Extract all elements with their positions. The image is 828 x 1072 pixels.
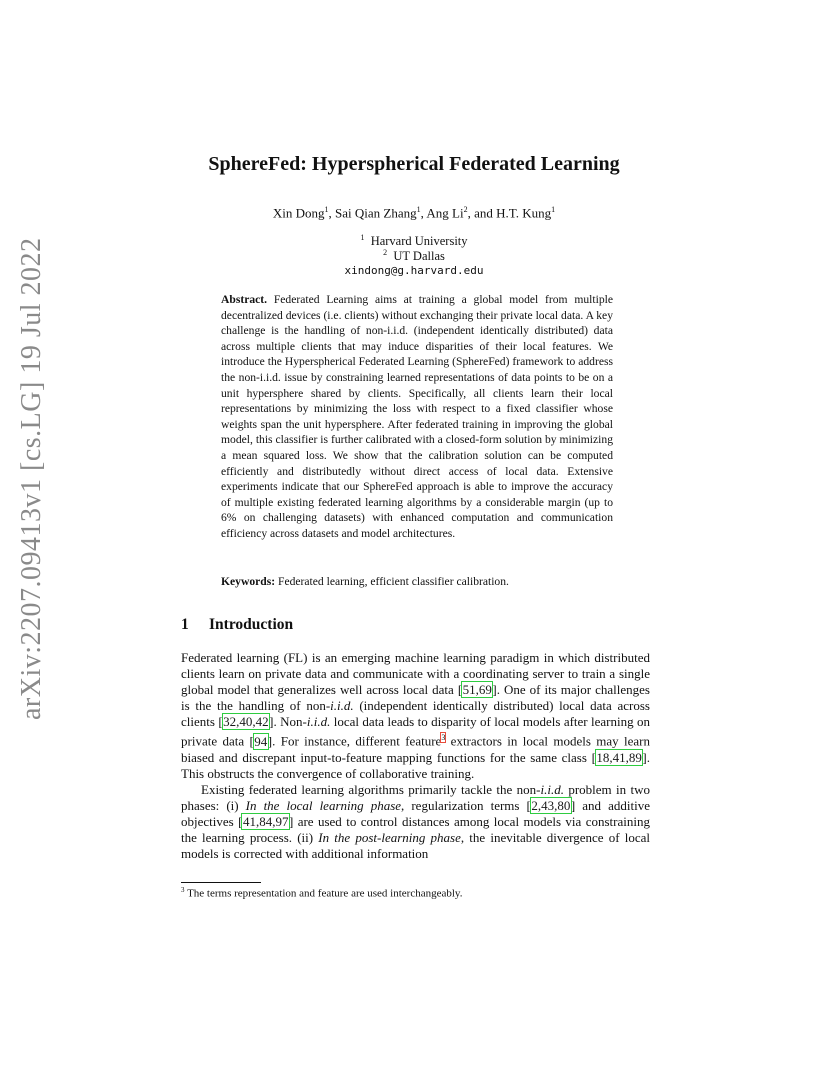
text-run: local data leads to disparity of local models after learning on private data [: [181, 714, 651, 749]
text-run: , the inevitable divergence of local models is corrected with additional information: [181, 830, 651, 862]
citation-link[interactable]: 94: [254, 733, 268, 749]
abstract-block: [221, 292, 613, 542]
citation-link[interactable]: 2,43,80: [531, 798, 571, 814]
paper-title: SphereFed: Hyperspherical Federated Learning: [208, 153, 620, 175]
text-run-italic: In the local learning phase: [245, 798, 402, 814]
author-affiliation-mark: 1: [551, 205, 556, 214]
paragraph: [181, 650, 650, 782]
text-run: ]. This obstructs the convergence of collaborative training.: [181, 749, 650, 781]
text-run-italic: i.i.d.: [330, 698, 354, 714]
text-run: extractors in local models may learn biased and discrepant input-to-feature mapping functions for the same class [: [181, 733, 651, 765]
affiliation-name: Harvard University: [370, 234, 468, 249]
footnote-number: 3: [181, 886, 185, 894]
affiliation-line: [160, 233, 668, 249]
citation-link[interactable]: 51,69: [462, 682, 492, 698]
contact-email[interactable]: xindong@g.harvard.edu: [344, 264, 484, 277]
keywords-block: [221, 575, 613, 588]
author-affiliation-mark: 2: [463, 205, 468, 214]
text-run: ] and additive objectives [: [181, 798, 650, 830]
paragraph: [181, 782, 650, 862]
affiliation-name: UT Dallas: [393, 249, 445, 264]
footnote: [181, 886, 650, 900]
text-run: Existing federated learning algorithms primarily tackle the non-: [201, 782, 541, 798]
author-list: Xin Dong$^1$, Sai Qian Zhang$^1$, Ang Li$^2$, and H.T. Kung$^1$: [272, 205, 556, 221]
arxiv-identifier: arXiv:2207.09413v1 [cs.LG] 19 Jul 2022: [16, 237, 47, 720]
footnote-text: The terms representation and feature are used interchangeably.: [187, 887, 463, 900]
affiliation-number: 2: [383, 248, 388, 257]
text-run: ]. For instance, different feature: [267, 733, 442, 749]
text-run: ]. One of its major challenges is the the handling of non-: [181, 682, 650, 714]
text-run-italic: i.i.d.: [540, 782, 564, 798]
text-run: Federated learning (FL) is an emerging machine learning paradigm in which distributed clients learn on private data and communicate with a coordinating server to train a single global model that generalizes well across local data [: [181, 650, 650, 698]
body-text: [181, 650, 650, 863]
abstract-label: Abstract.: [221, 293, 268, 306]
text-run: ] are used to control distances among local models via constraining the learning process. (ii): [181, 814, 650, 846]
contact-email-line: [160, 263, 668, 278]
text-run-italic: In the post-learning phase: [318, 830, 461, 846]
author-name: Sai Qian Zhang: [335, 205, 417, 221]
text-run: ]. Non-: [269, 714, 307, 730]
footnote-divider: [181, 882, 261, 883]
text-run: (independent identically distributed) local data across clients [: [181, 698, 650, 730]
author-affiliation-mark: 1: [324, 205, 329, 214]
section-title: Introduction: [209, 616, 294, 633]
section-heading: [181, 616, 293, 634]
citation-link[interactable]: 18,41,89: [596, 749, 642, 765]
affiliation-number: 1: [360, 233, 365, 242]
citation-link[interactable]: 32,40,42: [223, 714, 269, 730]
author-name: Xin Dong: [272, 205, 325, 221]
affiliation-line: [160, 248, 668, 264]
text-run: problem in two phases: (i): [181, 782, 650, 814]
author-name: H.T. Kung: [496, 205, 552, 221]
text-run: , regularization terms [: [401, 798, 531, 814]
keywords-label: Keywords:: [221, 575, 276, 588]
author-affiliation-mark: 1: [416, 205, 421, 214]
citation-link[interactable]: 41,84,97: [242, 814, 289, 830]
abstract-text: Federated Learning aims at training a global model from multiple decentralized devices (i.e. clients) without exchanging their private local data. A key challenge is the handling of non-i.i.d. (independent identically distributed) data across multiple clients that may induce disparities of their local features. We introduce the Hyperspherical Federated Learning (SphereFed) framework to address the non-i.i.d. issue by constraining learned representations of data points to be on a unit hypersphere shared by clients. Specifically, all clients learn their local representations by minimizing the loss with respect to a fixed classifier whose weights span the unit hypersphere. After federated training in improving the global model, this classifier is further calibrated with a closed-form solution by minimizing a mean squared loss. We show that the calibration solution can be computed efficiently and distributedly without direct access of local data. Extensive experiments indicate that our SphereFed approach is able to improve the accuracy of multiple existing federated learning algorithms by a considerable margin (up to 6% on challenging datasets) with enhanced computation and communication efficiency across datasets and model architectures.: [221, 293, 613, 540]
footnote-link[interactable]: 3: [441, 733, 446, 743]
text-run-italic: i.i.d.: [306, 714, 331, 730]
author-name: Ang Li: [426, 205, 464, 221]
keywords-text: Federated learning, efficient classifier calibration.: [278, 575, 509, 588]
section-number: 1: [181, 616, 189, 633]
